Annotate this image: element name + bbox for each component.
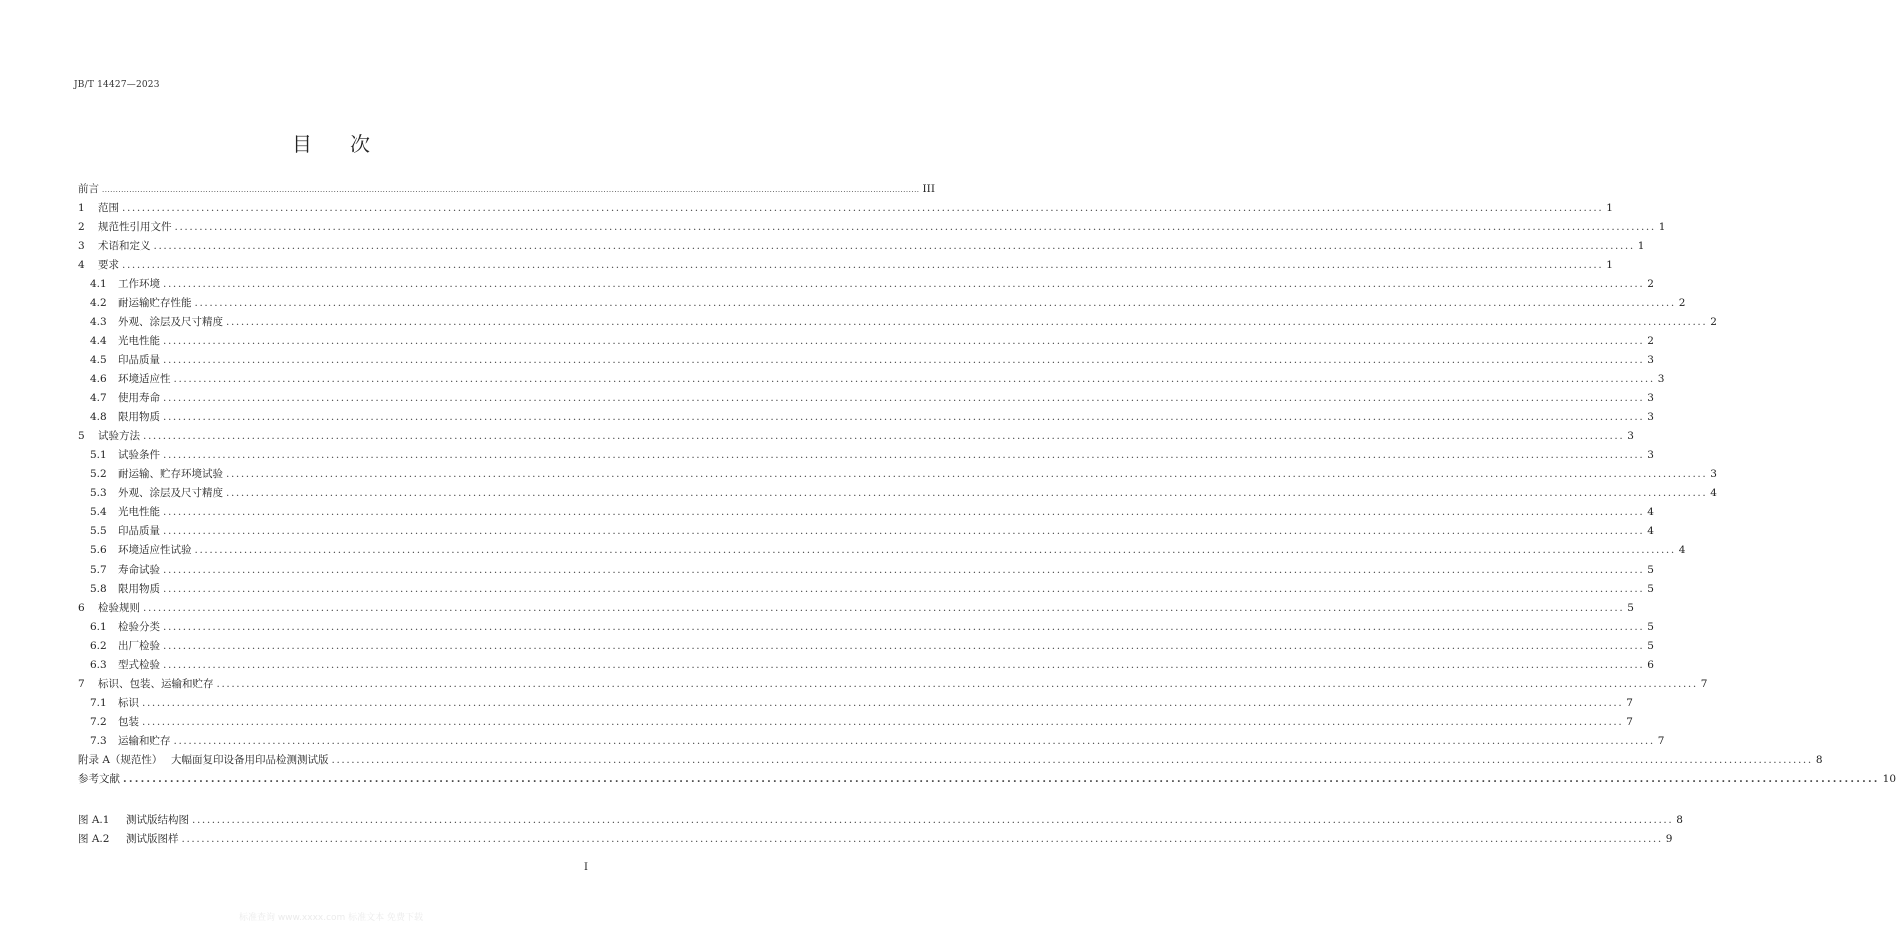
toc-entry-number: 3 (78, 240, 85, 253)
toc-entry[interactable] (78, 239, 1645, 253)
dot-leader: ............................................................................................................................................................................................................................................................................................................ (163, 658, 1645, 671)
toc-entry-label: 运输和贮存 (118, 734, 171, 747)
toc-entry-label: 前言 (78, 183, 99, 196)
toc-entry-number: 4.2 (90, 297, 107, 310)
toc-entry[interactable] (78, 220, 1666, 234)
toc-entry-label: 环境适应性 (118, 373, 171, 386)
toc-entry[interactable] (78, 429, 1634, 443)
toc-entry-page: 7 (1657, 734, 1665, 747)
toc-entry[interactable] (78, 813, 1683, 827)
toc-entry-label: 印品质量 (118, 354, 160, 367)
toc-entry[interactable] (90, 353, 1654, 367)
dot-leader: ............................................................................................................................................................................................................................................................................................................ (142, 696, 1624, 709)
toc-entry-page: 4 (1678, 544, 1686, 557)
dot-leader: ............................................................................................................................................................................................................................................................................................................ (143, 430, 1625, 443)
toc-entry-number: 4.4 (90, 335, 107, 348)
toc-entry-label: 耐运输、贮存环境试验 (118, 468, 223, 481)
dot-leader: ............................................................................................................................................................................................................................................................................................................ (226, 468, 1708, 481)
toc-entry-label: 试验方法 (98, 430, 140, 443)
toc-entry-number: 4.3 (90, 316, 107, 329)
toc-entry[interactable] (90, 734, 1665, 748)
standard-code: JB/T 14427—2023 (74, 80, 160, 90)
dot-leader: ............................................................................................................................................................................................................................................................................................................ (143, 601, 1625, 614)
toc-entry[interactable] (78, 201, 1613, 215)
toc-entry[interactable] (90, 467, 1717, 481)
toc-entry-number: 7 (78, 677, 85, 690)
dot-leader: ............................................................................................................................................................................................................................................................................................................ (163, 563, 1645, 576)
toc-entry-page: 3 (1647, 392, 1654, 405)
toc-entry-number: 7.2 (90, 715, 107, 728)
watermark: 标准查询 www.xxxx.com 标准文本 免费下载 (238, 913, 424, 923)
dot-leader: ............................................................................................................................................................................................................................................................................................................ (122, 202, 1604, 215)
toc-entry-number: 6 (78, 601, 85, 614)
toc-entry[interactable] (78, 753, 1823, 767)
dot-leader: ............................................................................................................................................................................................................................................................................................................ (163, 392, 1645, 405)
toc-entry-page: 10 (1882, 772, 1896, 785)
toc-entry-number: 4.8 (90, 411, 107, 424)
toc-entry-page: 7 (1626, 696, 1633, 709)
toc-entry[interactable] (78, 601, 1634, 615)
dot-leader: ............................................................................................................................................................................................................................................................................................................ (163, 525, 1645, 538)
dot-leader: ............................................................................................................................................................................................................................................................................................................ (163, 411, 1645, 424)
page-number: I (584, 862, 588, 873)
toc-entry-page: 5 (1647, 620, 1654, 633)
toc-entry-number: 5.2 (90, 468, 107, 481)
toc-entry-number: 5.8 (90, 582, 107, 595)
toc-entry-number: 5.4 (90, 506, 107, 519)
toc-entry[interactable] (90, 372, 1665, 386)
toc-entry-label: 光电性能 (118, 335, 160, 348)
toc-entry-page: 3 (1627, 430, 1634, 443)
toc-entry[interactable] (78, 772, 1896, 786)
toc-entry-number: 2 (78, 221, 85, 234)
toc-entry-number: 5.6 (90, 544, 107, 557)
dot-leader: ............................................................................................................................................................................................................................................................................................................ (173, 373, 1655, 386)
dot-leader: ............................................................................................................................................................................................................................................................................................................ (192, 814, 1674, 826)
toc-entry-number: 6.1 (90, 620, 107, 633)
dot-leader: ............................................................................................................................................................................................................................................................................................................ (163, 582, 1645, 595)
toc-entry[interactable] (78, 677, 1708, 691)
toc-entry-page: 2 (1710, 316, 1717, 329)
toc-entry-page: 1 (1606, 202, 1613, 215)
toc-entry-number: 5.7 (90, 563, 107, 576)
toc-entry-label: 寿命试验 (118, 563, 160, 576)
toc-entry-label: 使用寿命 (118, 392, 160, 405)
toc-entry[interactable] (78, 258, 1613, 272)
dot-leader: ............................................................................................................................................................................................................................................................................................................ (163, 335, 1645, 348)
dot-leader: ............................................................................................................................................................................................................................................................................................................ (181, 833, 1663, 845)
toc-entry[interactable] (90, 582, 1654, 596)
toc-entry-number: 图 A.1 (78, 814, 110, 826)
toc-entry-number: 7.3 (90, 734, 107, 747)
toc-entry[interactable] (90, 391, 1654, 405)
toc-entry-number: 4.7 (90, 392, 107, 405)
toc-entry-page: 4 (1647, 525, 1654, 538)
toc-entry[interactable] (90, 505, 1654, 519)
dot-leader: ............................................................................................................................................................................................................................................................................................................ (194, 297, 1676, 310)
toc-entry-number: 4 (78, 259, 85, 272)
toc-entry[interactable] (90, 658, 1654, 672)
dot-leader: ............................................................................................................................................................................................................................................................................................................ (194, 544, 1676, 557)
toc-entry-page: 3 (1657, 373, 1665, 386)
dot-leader: ............................................................................................................................................................................................................................................................................................................ (163, 449, 1645, 462)
toc-entry[interactable] (90, 563, 1654, 577)
toc-entry-label: 耐运输贮存性能 (118, 297, 192, 310)
toc-entry-page: 3 (1647, 449, 1654, 462)
toc-entry-page: 8 (1676, 814, 1683, 826)
toc-entry-number: 4.1 (90, 278, 107, 291)
toc-entry-number: 图 A.2 (78, 833, 110, 845)
toc-entry-page: 3 (1710, 468, 1717, 481)
toc-entry-label: 标识、包装、运输和贮存 (98, 677, 214, 690)
dot-leader: ............................................................................................................................................................................................................................................................................................................ (174, 221, 1656, 234)
dot-leader: ............................................................................................................................................................................................................................................................................................................ (163, 354, 1645, 367)
toc-entry-page: 1 (1637, 240, 1645, 253)
toc-entry[interactable] (78, 832, 1673, 846)
toc-entry-label: 印品质量 (118, 525, 160, 538)
toc-entry[interactable] (90, 639, 1654, 653)
dot-leader: ............................................................................................................................................................................................................................................................................................................ (163, 620, 1645, 633)
toc-entry-label: 检验规则 (98, 601, 140, 614)
toc-entry[interactable] (90, 715, 1633, 729)
toc-entry[interactable] (90, 296, 1686, 310)
toc-entry-number: 5.1 (90, 449, 107, 462)
toc-entry-label: 限用物质 (118, 582, 160, 595)
toc-entry-label: 包装 (118, 715, 139, 728)
toc-entry-label: 光电性能 (118, 506, 160, 519)
toc-entry-page: 3 (1647, 354, 1654, 367)
title-part-1: 目 (292, 132, 312, 156)
toc-entry-page: 2 (1678, 297, 1686, 310)
toc-entry-number: 6.2 (90, 639, 107, 652)
toc-entry-number: 4.6 (90, 373, 107, 386)
dot-leader: ............................................................................................................................................................................................................................................................................................................ (142, 715, 1624, 728)
toc-entry-label: 限用物质 (118, 411, 160, 424)
toc-entry[interactable] (90, 448, 1654, 462)
toc-entry-label: 要求 (98, 259, 119, 272)
toc-entry-label: 术语和定义 (98, 240, 151, 253)
dot-leader: ............................................................................................................................................................................................................................................................................................................ (331, 753, 1813, 766)
toc-entry-number: 1 (78, 202, 85, 215)
toc-entry-label: 外观、涂层及尺寸精度 (118, 316, 223, 329)
toc-entry[interactable] (90, 334, 1654, 348)
toc-entry-label: 外观、涂层及尺寸精度 (118, 487, 223, 500)
toc-entry-label: 出厂检验 (118, 639, 160, 652)
dot-leader: ............................................................................................................................................................................................................................................................................................................ (122, 259, 1604, 272)
toc-entry-label: 标识 (118, 696, 139, 709)
toc-entry-label: 附录 A（规范性） 大幅面复印设备用印品检测测试版 (78, 753, 329, 766)
toc-entry-page: 5 (1647, 563, 1654, 576)
toc-entry-page: 3 (1647, 411, 1654, 424)
toc-entry-page: 7 (1626, 715, 1633, 728)
toc-entry-page: 9 (1665, 833, 1673, 845)
toc-entry[interactable] (90, 696, 1633, 710)
toc-entry-page: 7 (1700, 677, 1708, 690)
toc-entry-page: III (922, 183, 935, 196)
toc-entry-number: 4.5 (90, 354, 107, 367)
toc-entry-page: 4 (1710, 487, 1717, 500)
dot-leader: ............................................................................................................................................................................................................................................................................................................ (123, 772, 1880, 785)
toc-entry-label: 测试版结构图 (126, 814, 189, 826)
toc-entry[interactable] (78, 182, 935, 196)
toc-entry-page: 2 (1647, 278, 1654, 291)
toc-entry[interactable] (90, 543, 1686, 557)
toc-entry-number: 5.5 (90, 525, 107, 538)
toc-entry[interactable] (90, 277, 1654, 291)
toc-entry[interactable] (90, 486, 1717, 500)
toc-entry-label: 环境适应性试验 (118, 544, 192, 557)
toc-entry-page: 2 (1647, 335, 1654, 348)
toc-entry[interactable] (90, 410, 1654, 424)
toc-entry-label: 检验分类 (118, 620, 160, 633)
toc-entry-label: 参考文献 (78, 772, 120, 785)
toc-entry-label: 试验条件 (118, 449, 160, 462)
dot-leader: ............................................................................................................................................................................................................................................................................................................ (163, 506, 1645, 519)
title-part-2: 次 (350, 132, 370, 156)
dot-leader: ............................................................................................................................................................................................................................................................................................................ (102, 186, 920, 195)
toc-entry-label: 测试版图样 (126, 833, 179, 845)
dot-leader: ............................................................................................................................................................................................................................................................................................................ (216, 677, 1698, 690)
toc-entry-page: 5 (1647, 639, 1654, 652)
toc-entry-number: 5.3 (90, 487, 107, 500)
toc-entry-number: 6.3 (90, 658, 107, 671)
toc-entry-page: 1 (1606, 259, 1613, 272)
toc-entry-number: 5 (78, 430, 85, 443)
dot-leader: ............................................................................................................................................................................................................................................................................................................ (226, 487, 1708, 500)
page-title (0, 128, 662, 157)
dot-leader: ............................................................................................................................................................................................................................................................................................................ (153, 240, 1635, 253)
toc-entry-page: 5 (1627, 601, 1634, 614)
toc-entry-page: 5 (1647, 582, 1654, 595)
toc-entry-page: 6 (1647, 658, 1654, 671)
toc-entry-number: 7.1 (90, 696, 107, 709)
toc-entry-label: 规范性引用文件 (98, 221, 172, 234)
dot-leader: ............................................................................................................................................................................................................................................................................................................ (226, 316, 1708, 329)
dot-leader: ............................................................................................................................................................................................................................................................................................................ (173, 734, 1655, 747)
toc-entry-label: 范围 (98, 202, 119, 215)
toc-entry-page: 4 (1647, 506, 1654, 519)
toc-entry[interactable] (90, 315, 1717, 329)
toc-entry-page: 8 (1815, 753, 1823, 766)
dot-leader: ............................................................................................................................................................................................................................................................................................................ (163, 639, 1645, 652)
dot-leader: ............................................................................................................................................................................................................................................................................................................ (163, 278, 1645, 291)
toc-entry-label: 型式检验 (118, 658, 160, 671)
toc-entry[interactable] (90, 620, 1654, 634)
toc-entry-label: 工作环境 (118, 278, 160, 291)
toc-entry[interactable] (90, 524, 1654, 538)
toc-entry-page: 1 (1658, 221, 1666, 234)
